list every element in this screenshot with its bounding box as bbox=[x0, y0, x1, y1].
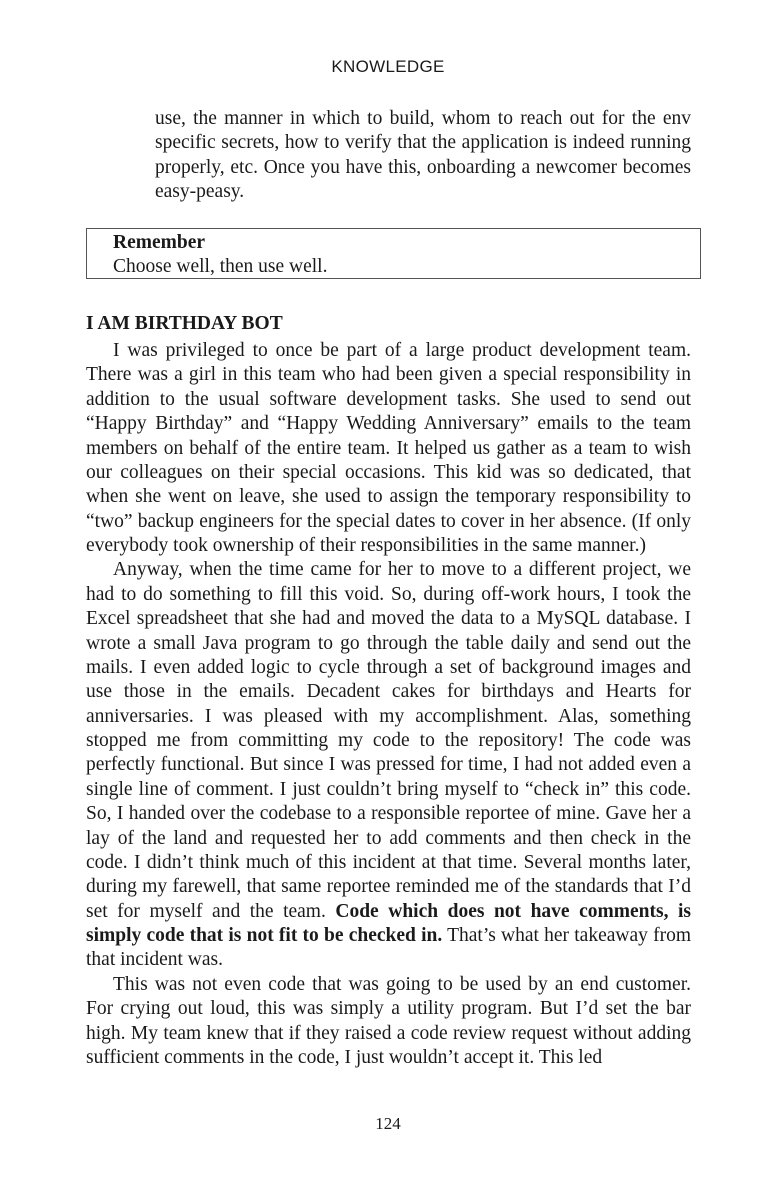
remember-title: Remember bbox=[113, 232, 206, 253]
emphasis-text: Code which does not have comments, is simply code that is not fit to be checked in. bbox=[86, 900, 691, 946]
body-paragraph bbox=[86, 558, 691, 972]
body-text-run: Anyway, when the time came for her to move to a different project, we had to do something to fill this void. So, during off-work hours, I took the Excel spreadsheet that she had and moved the data to a MySQL database. I wrote a small Java program to go through the table daily and send out the mails. I even added logic to cycle through a set of background images and use those in the emails. Decadent cakes for birthdays and Hearts for anniversaries. I was pleased with my accomplishment. Alas, something stopped me from committing my code to the repository! The code was perfectly functional. But since I was pressed for time, I had not added even a single line of comment. I just couldn’t bring myself to “check in” this code. So, I handed over the codebase to a responsible reportee of mine. Gave her a lay of the land and requested her to add comments and then check in the code. I didn’t think much of this incident at that time. Several months later, during my farewell, that same reportee reminded me of the standards that I’d set for myself and the team. bbox=[86, 559, 691, 922]
body-paragraph: I was privileged to once be part of a large product development team. There was a girl in this team who had been given a special responsibility in addition to the usual software development tasks. She used to send out “Happy Birthday” and “Happy Wedding Anniversary” emails to the team members on behalf of the entire team. It helped us gather as a team to wish our colleagues on their special occasions. This kid was so dedicated, that when she went on leave, she used to assign the temporary responsibility to “two” backup engineers for the special dates to cover in her absence. (If only everybody took ownership of their responsibilities in the same manner.) bbox=[86, 340, 691, 556]
running-header: KNOWLEDGE bbox=[331, 57, 445, 76]
section-body bbox=[86, 339, 691, 1070]
section-title: I AM BIRTHDAY BOT bbox=[86, 313, 283, 334]
page-number: 124 bbox=[375, 1114, 401, 1133]
body-text-run: That’s what her takeaway from that incident was. bbox=[86, 925, 692, 971]
remember-callout-box bbox=[86, 228, 701, 279]
remember-text: Choose well, then use well. bbox=[113, 256, 328, 277]
intro-paragraph: use, the manner in which to build, whom to reach out for the env specific secrets, how to verify that the application is indeed running properly, etc. Once you have this, onboarding a newcomer becomes easy-peasy. bbox=[155, 108, 691, 203]
body-paragraph: This was not even code that was going to be used by an end customer. For crying out loud, this was simply a utility program. But I’d set the bar high. My team knew that if they raised a code review request without adding sufficient comments in the code, I just wouldn’t accept it. This led bbox=[86, 973, 691, 1068]
